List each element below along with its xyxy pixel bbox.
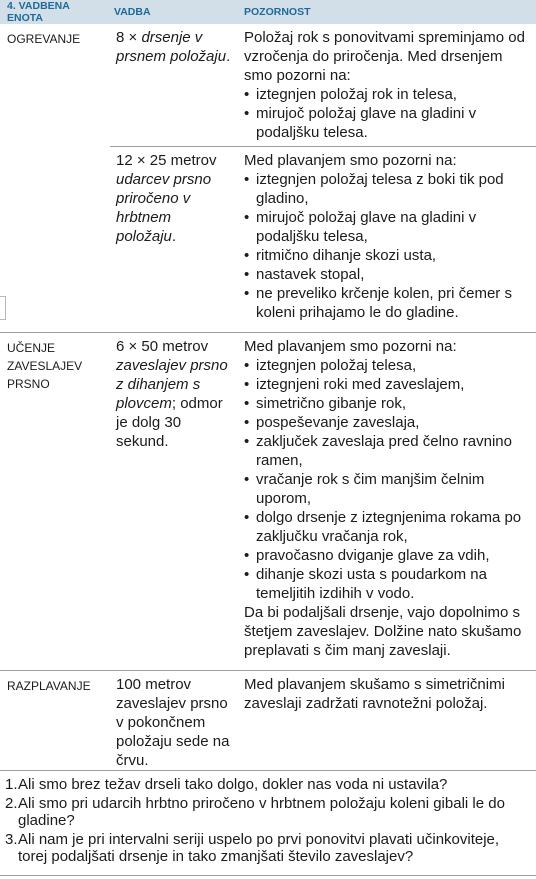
attention-outro: Da bi podaljšali drsenje, vajo dopolnimo s štetjem zaveslajev. Dolžine nato skušamo preplavati s čim manj zaveslaji. (244, 604, 522, 659)
question-number: 3. (5, 830, 18, 848)
questions-list (0, 776, 536, 866)
list-item (0, 831, 536, 866)
attention-intro: Položaj rok s ponovitvami spreminjamo od vzročenja do priročenja. Med drsenjem smo pozorni na: (244, 29, 525, 84)
table-header (0, 0, 536, 24)
list-item: • iztegnjen položaj telesa, (244, 356, 530, 375)
list-item (0, 776, 536, 794)
exercise-italic: udarcev prsno priročeno v hrbtnem položaju (116, 171, 212, 245)
unit-cell: UČENJE ZAVESLAJEV PRSNO (0, 333, 110, 671)
table-row (0, 671, 536, 771)
list-item: • mirujoč položaj glave na gladini v podaljšku telesa, (244, 208, 530, 246)
header-training-unit: 4. VADBENA ENOTA (0, 0, 110, 24)
bottom-divider (0, 875, 536, 876)
exercise-italic: drsenje v prsnem položaju (116, 29, 227, 65)
margin-marker (0, 296, 6, 320)
list-item: • dihanje skozi usta s poudarkom na temeljitih izdihih v vodo. (244, 565, 530, 603)
unit-cell: RAZPLAVANJE (0, 671, 110, 771)
unit-cell: OGREVANJE (0, 24, 110, 333)
exercise-text-end: ; odmor je dolg 30 sekund. (116, 395, 223, 450)
question-text: Ali nam je pri intervalni seriji uspelo po prvi ponovitvi plavati učinkoviteje, torej podaljšati drsenje in tako zmanjšati število zaveslajev? (18, 830, 500, 865)
attention-cell (238, 333, 536, 671)
exercise-cell: 100 metrov zaveslajev prsno v pokončnem položaju sede na črvu. (110, 671, 238, 771)
exercise-text: 12 × 25 metrov (116, 152, 217, 169)
list-item: • zaključek zaveslaja pred čelno ravnino ramen, (244, 432, 530, 470)
attention-list (244, 85, 530, 142)
exercise-cell (110, 24, 238, 147)
list-item: • pravočasno dviganje glave za vdih, (244, 546, 530, 565)
list-item (0, 795, 536, 830)
list-item: • pospeševanje zaveslaja, (244, 413, 530, 432)
table-row (0, 24, 536, 147)
exercise-text: 6 × 50 metrov (116, 338, 209, 355)
question-text: Ali smo pri udarcih hrbtno priročeno v hrbtnem položaju koleni gibali le do gladine? (18, 794, 505, 829)
attention-intro: Med plavanjem smo pozorni na: (244, 338, 457, 355)
list-item: • iztegnjen položaj telesa z boki tik pod gladino, (244, 170, 530, 208)
list-item: • vračanje rok s čim manjšim čelnim uporom, (244, 470, 530, 508)
list-item: • ne preveliko krčenje kolen, pri čemer s koleni prihajamo le do gladine. (244, 284, 530, 322)
attention-list (244, 170, 530, 322)
header-exercise: VADBA (110, 0, 238, 24)
list-item: • ritmično dihanje skozi usta, (244, 246, 530, 265)
exercise-text: 8 × (116, 29, 142, 46)
exercise-cell (110, 147, 238, 333)
table-row (0, 333, 536, 671)
list-item: • iztegnjeni roki med zaveslajem, (244, 375, 530, 394)
list-item: • simetrično gibanje rok, (244, 394, 530, 413)
attention-cell (238, 24, 536, 147)
exercise-text-end: . (171, 228, 177, 245)
attention-intro: Med plavanjem skušamo s simetričnimi zaveslaji zadržati ravnotežni položaj. (244, 676, 505, 712)
header-attention: POZORNOST (238, 0, 536, 24)
question-number: 1. (5, 776, 18, 793)
attention-cell (238, 671, 536, 771)
list-item: • mirujoč položaj glave na gladini v podaljšku telesa. (244, 104, 530, 142)
question-text: Ali smo brez težav drseli tako dolgo, dokler nas voda ni ustavila? (18, 776, 448, 793)
list-item: • iztegnjen položaj rok in telesa, (244, 85, 530, 104)
exercise-text-end: . (226, 48, 231, 65)
exercise-cell (110, 333, 238, 671)
list-item: • dolgo drsenje z iztegnjenima rokama po zaključku vračanja rok, (244, 508, 530, 546)
review-questions (0, 776, 536, 867)
attention-cell (238, 147, 536, 333)
question-number: 2. (5, 794, 18, 812)
attention-intro: Med plavanjem smo pozorni na: (244, 152, 457, 169)
list-item: • nastavek stopal, (244, 265, 530, 284)
attention-list (244, 356, 530, 603)
exercise-italic: zaveslajev prsno z dihanjem s plovcem (116, 357, 228, 412)
